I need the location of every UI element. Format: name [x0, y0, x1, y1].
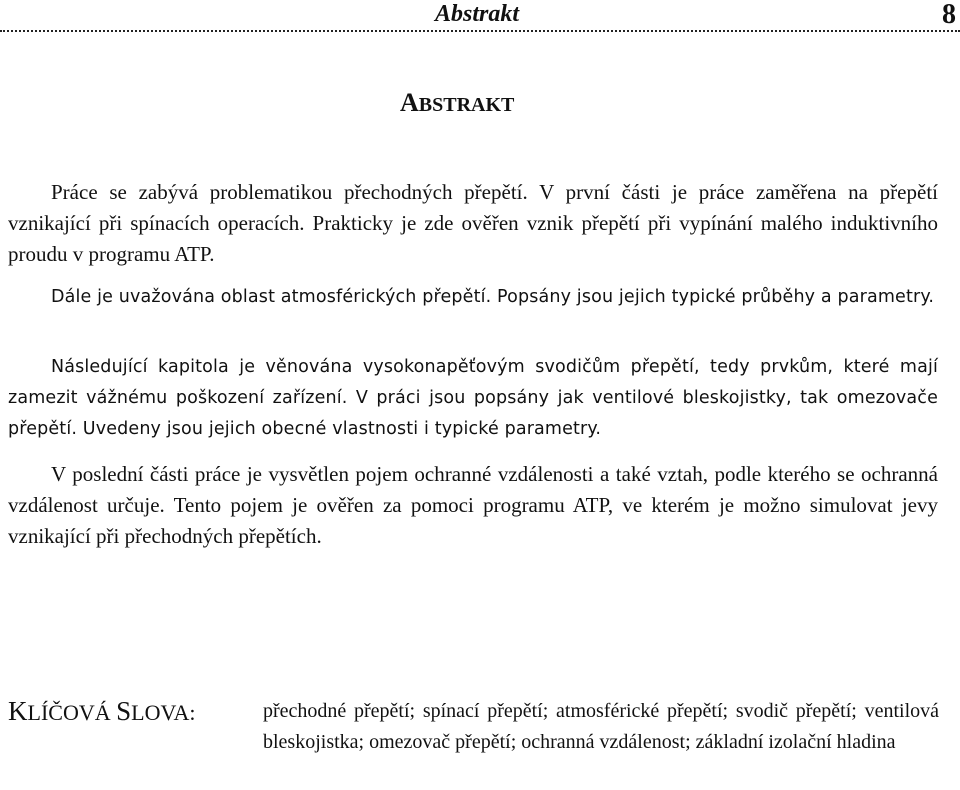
keywords-label — [8, 694, 196, 730]
page-header — [0, 0, 960, 32]
paragraph-4: V poslední části práce je vysvětlen pojem ochranné vzdálenosti a také vztah, podle kterého se ochranná vzdálenost určuje. Tento pojem je ověřen za pomoci programu ATP, ve kterém je možno simulovat jevy vznikající při přechodných přepětích. — [8, 462, 938, 548]
paragraph-1: Práce se zabývá problematikou přechodných přepětí. V první části je práce zaměřena na přepětí vznikající při spínacích operacích. Prakticky je zde ověřen vznik přepětí při vypínání malého induktivního proudu v programu ATP. — [8, 180, 938, 266]
running-title: Abstrakt — [435, 1, 520, 27]
keywords-text: přechodné přepětí; spínací přepětí; atmosférické přepětí; svodič přepětí; ventilová bleskojistka; omezovač přepětí; ochranná vzdálenost; základní izolační hladina — [263, 700, 939, 753]
keywords-label-colon: : — [189, 700, 196, 725]
paragraph-3: Následující kapitola je věnována vysokonapěťovým svodičům přepětí, tedy prvkům, které mají zamezit vážnému poškození zařízení. V práci jsou popsány jak ventilové bleskojistky, tak omezovače přepětí. Uvedeny jsou jejich obecné vlastnosti i typické parametry. — [8, 357, 938, 439]
heading-first-letter: A — [400, 88, 419, 117]
keywords-label-licova: LÍČOVÁ — [27, 700, 117, 725]
keywords-label-s: S — [116, 696, 132, 726]
keywords-label-k: K — [8, 696, 28, 726]
paragraph-2: Dále je uvažována oblast atmosférických přepětí. Popsány jsou jejich typické průběhy a parametry. — [51, 287, 935, 307]
header-dotted-rule — [0, 30, 960, 32]
abstract-heading — [400, 88, 514, 120]
keywords-label-lova: LOVA — [131, 700, 190, 725]
heading-rest: BSTRAKT — [418, 94, 515, 116]
page-number: 8 — [942, 0, 956, 30]
